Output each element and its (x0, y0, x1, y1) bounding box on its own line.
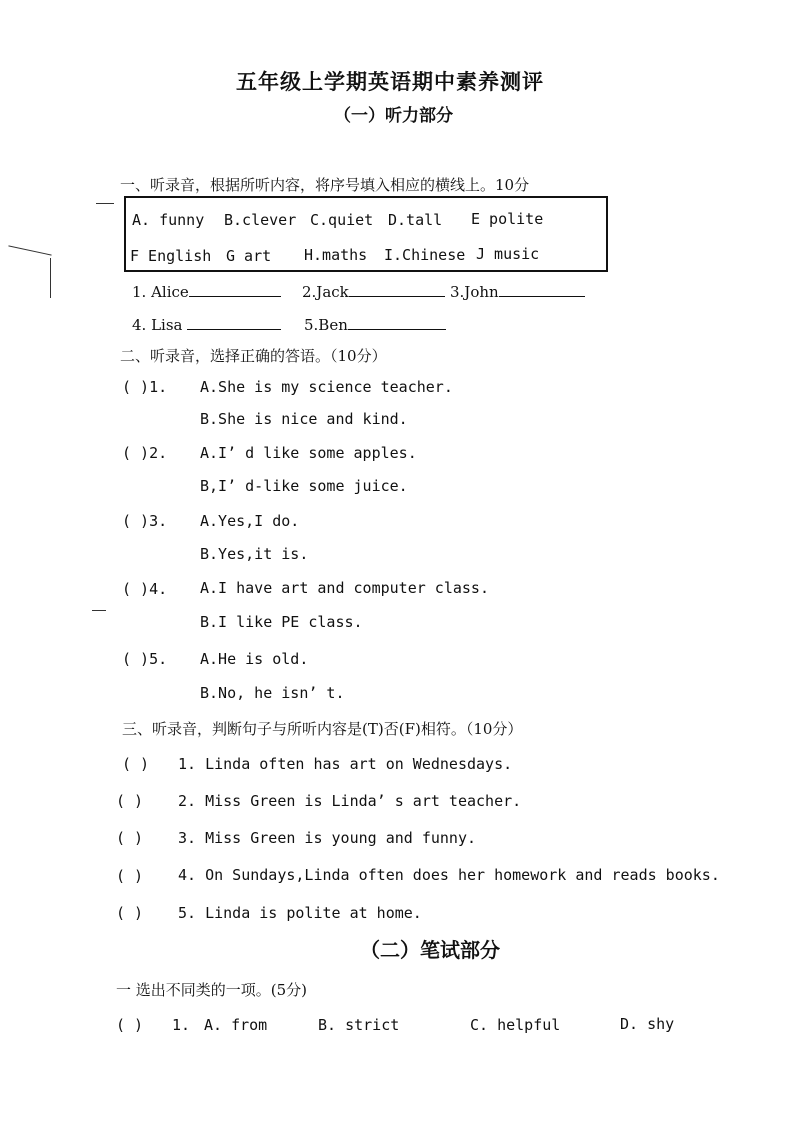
choice-5-number[interactable]: ( )5. (122, 650, 168, 668)
choice-4-option-a: A.I have art and computer class. (200, 579, 489, 597)
blank-item-john: 3.John (450, 280, 585, 301)
judge-5-text: 5. Linda is polite at home. (178, 904, 422, 922)
judge-4-paren[interactable]: ( ) (116, 867, 144, 885)
choice-3-number[interactable]: ( )3. (122, 512, 168, 530)
blank-item-lisa: 4. Lisa (132, 313, 281, 334)
word-option-e: E polite (471, 210, 544, 228)
judge-4-text: 4. On Sundays,Linda often does her homework and reads books. (178, 866, 720, 884)
scan-mark (96, 203, 114, 204)
word-option-c: C.quiet (310, 211, 374, 229)
blank-item-alice: 1. Alice (132, 280, 281, 301)
word-option-j: J music (476, 245, 540, 263)
judge-3-text: 3. Miss Green is young and funny. (178, 829, 477, 847)
odd-one-1-paren[interactable]: ( ) (116, 1016, 144, 1034)
odd-one-1-number: 1. (172, 1016, 191, 1034)
blank-item-ben: 5.Ben (304, 313, 446, 334)
scan-mark (8, 245, 51, 255)
scan-mark (50, 258, 51, 298)
choice-5-option-a: A.He is old. (200, 650, 309, 668)
word-option-b: B.clever (224, 211, 297, 229)
judge-5-paren[interactable]: ( ) (116, 904, 144, 922)
choice-2-option-b: B,I’ d-like some juice. (200, 477, 408, 495)
page-title: 五年级上学期英语期中素养测评 (236, 69, 544, 94)
word-option-a: A. funny (132, 211, 205, 229)
odd-one-1-option-b: B. strict (318, 1016, 400, 1034)
word-option-h: H.maths (304, 246, 368, 264)
answer-blank-1[interactable] (189, 280, 281, 297)
scan-mark (92, 610, 106, 611)
part-written-heading: （二）笔试部分 (360, 938, 500, 962)
judge-3-paren[interactable]: ( ) (116, 829, 144, 847)
judge-1-text: 1. Linda often has art on Wednesdays. (178, 755, 513, 773)
section2-heading: 二、听录音，选择正确的答语。（10分） (120, 347, 387, 365)
answer-blank-2[interactable] (349, 280, 445, 297)
part-listening-heading: （一）听力部分 (334, 106, 453, 126)
choice-4-option-b: B.I like PE class. (200, 613, 363, 631)
judge-2-text: 2. Miss Green is Linda’ s art teacher. (178, 792, 522, 810)
choice-1-option-a: A.She is my science teacher. (200, 378, 453, 396)
word-option-d: D.tall (388, 211, 443, 229)
choice-4-number[interactable]: ( )4. (122, 580, 168, 598)
section3-heading: 三、听录音，判断句子与所听内容是(T)否(F)相符。（10分） (122, 720, 523, 738)
written-section1-heading: 一 选出不同类的一项。(5分) (116, 981, 308, 999)
choice-3-option-a: A.Yes,I do. (200, 512, 300, 530)
choice-2-option-a: A.I’ d like some apples. (200, 444, 417, 462)
answer-blank-4[interactable] (187, 313, 281, 330)
word-option-i: I.Chinese (384, 246, 466, 264)
odd-one-1-option-d: D. shy (620, 1015, 675, 1033)
choice-3-option-b: B.Yes,it is. (200, 545, 309, 563)
judge-1-paren[interactable]: ( ) (122, 755, 150, 773)
answer-blank-5[interactable] (348, 313, 446, 330)
choice-2-number[interactable]: ( )2. (122, 444, 168, 462)
answer-blank-3[interactable] (499, 280, 585, 297)
word-option-g: G art (226, 247, 272, 265)
section1-heading: 一、听录音，根据所听内容，将序号填入相应的横线上。10分 (120, 176, 530, 194)
blank-item-jack: 2.Jack (302, 280, 445, 301)
choice-1-option-b: B.She is nice and kind. (200, 410, 408, 428)
odd-one-1-option-a: A. from (204, 1016, 268, 1034)
choice-1-number[interactable]: ( )1. (122, 378, 168, 396)
word-option-f: F English (130, 247, 212, 265)
choice-5-option-b: B.No, he isn’ t. (200, 684, 345, 702)
judge-2-paren[interactable]: ( ) (116, 792, 144, 810)
odd-one-1-option-c: C. helpful (470, 1016, 561, 1034)
